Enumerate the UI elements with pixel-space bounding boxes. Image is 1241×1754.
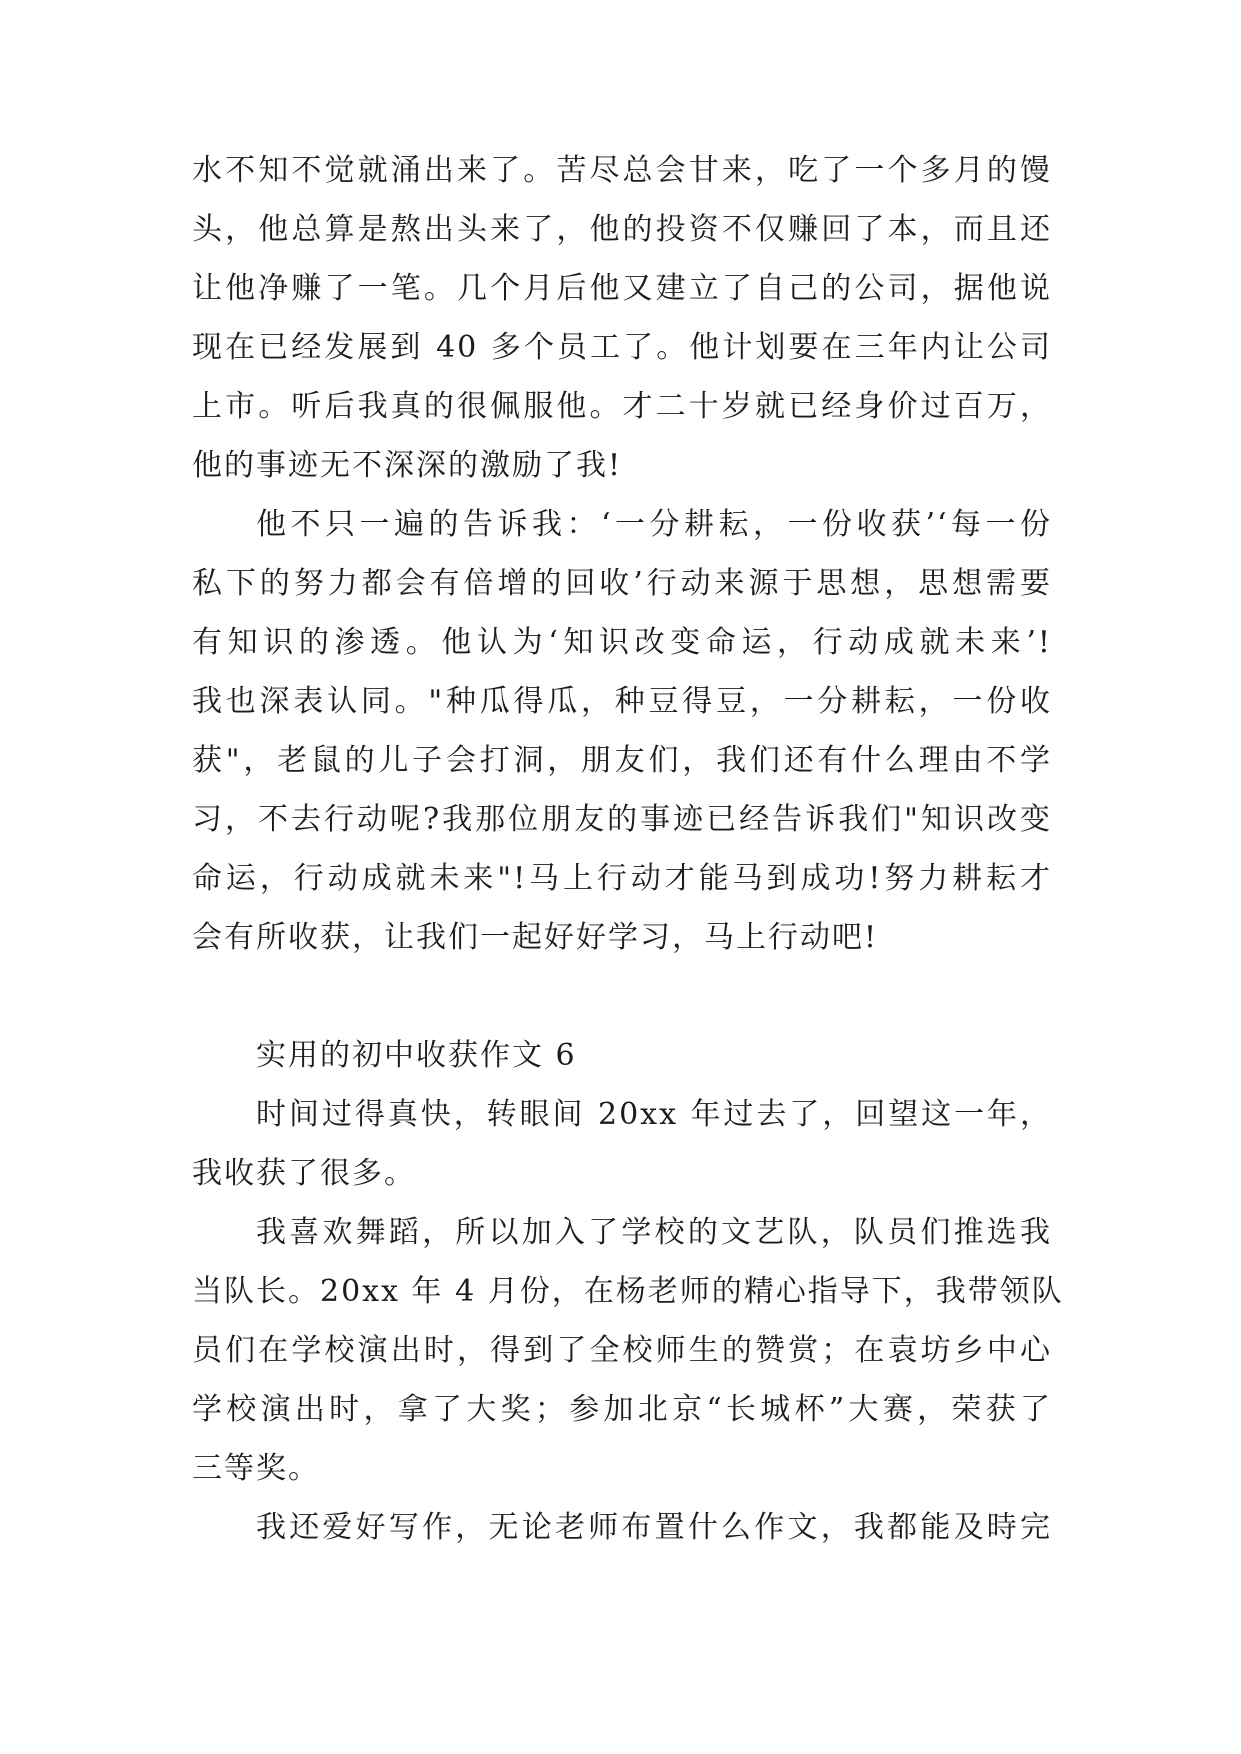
body-text-line: 获"，老鼠的儿子会打洞，朋友们，我们还有什么理由不学	[192, 743, 1052, 778]
paragraph-first-line: 时间过得真快，转眼间 20xx 年过去了，回望这一年，	[256, 1097, 1052, 1132]
body-text-line: 习，不去行动呢?我那位朋友的事迹已经告诉我们"知识改变	[192, 802, 1052, 837]
body-text-line: 私下的努力都会有倍增的回收’行动来源于思想，思想需要	[192, 566, 1052, 601]
body-text-line: 学校演出时，拿了大奖；参加北京“长城杯”大赛，荣获了	[192, 1392, 1052, 1427]
body-text-line: 当队长。20xx 年 4 月份，在杨老师的精心指导下，我带领队	[192, 1274, 1064, 1309]
body-text-line: 让他净赚了一笔。几个月后他又建立了自己的公司，据他说	[192, 271, 1052, 306]
body-text-line: 我收获了很多。	[192, 1156, 416, 1191]
paragraph-first-line: 我还爱好写作，无论老师布置什么作文，我都能及時完	[256, 1510, 1052, 1545]
body-text-line: 员们在学校演出时，得到了全校师生的赞赏；在袁坊乡中心	[192, 1333, 1052, 1368]
body-text-line: 三等奖。	[192, 1451, 320, 1486]
body-text-line: 会有所收获，让我们一起好好学习，马上行动吧!	[192, 920, 879, 955]
paragraph-first-line: 我喜欢舞蹈，所以加入了学校的文艺队，队员们推选我	[256, 1215, 1052, 1250]
body-text-line: 命运，行动成就未来"!马上行动才能马到成功!努力耕耘才	[192, 861, 1052, 896]
body-text-line: 水不知不觉就涌出来了。苦尽总会甘来，吃了一个多月的馒	[192, 153, 1052, 188]
body-text-line: 头，他总算是熬出头来了，他的投资不仅赚回了本，而且还	[192, 212, 1052, 247]
paragraph-first-line: 他不只一遍的告诉我：‘一分耕耘，一份收获’‘每一份	[256, 507, 1052, 542]
body-text-line: 我也深表认同。"种瓜得瓜，种豆得豆，一分耕耘，一份收	[192, 684, 1052, 719]
body-text-line: 有知识的渗透。他认为‘知识改变命运，行动成就未来’!	[192, 625, 1052, 660]
section-heading: 实用的初中收获作文 6	[256, 1038, 577, 1073]
body-text-line: 上市。听后我真的很佩服他。才二十岁就已经身价过百万，	[192, 389, 1052, 424]
body-text-line: 他的事迹无不深深的激励了我!	[192, 448, 623, 483]
body-text-line: 现在已经发展到 40 多个员工了。他计划要在三年内让公司	[192, 330, 1052, 365]
